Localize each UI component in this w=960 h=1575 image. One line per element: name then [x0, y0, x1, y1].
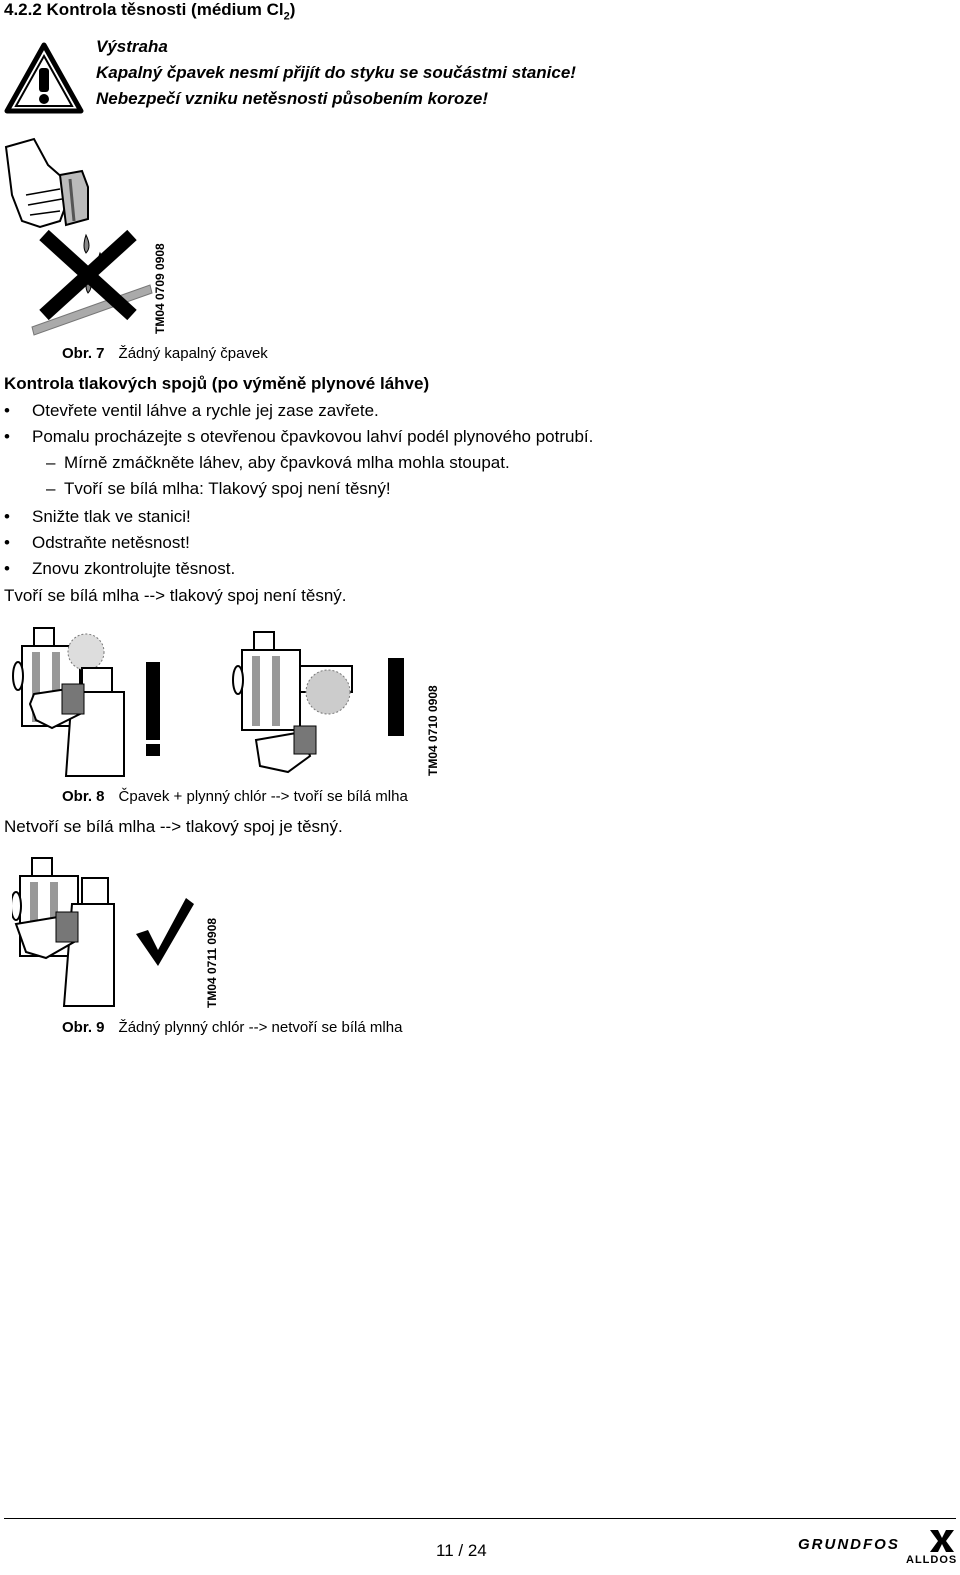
bullet-marker: •: [4, 559, 10, 578]
section-title: Kontrola tlakových spojů (po výměně plynové láhve): [4, 374, 430, 393]
page-number: 11 / 24: [436, 1541, 487, 1560]
figure-9-caption: Obr. 9 Žádný plynný chlór --> netvoří se bílá mlha: [62, 1019, 403, 1036]
bullet-item: [4, 533, 190, 553]
brand-logo: GRUNDFOS: [798, 1536, 900, 1553]
figure-7-illustration: [4, 135, 154, 340]
bullet-marker: •: [4, 507, 10, 526]
item-text: Tvoří se bílá mlha: Tlakový spoj není těsný!: [64, 479, 391, 498]
item-text: Snižte tlak ve stanici!: [32, 507, 191, 526]
figure-7-caption: Obr. 7 Žádný kapalný čpavek: [62, 345, 268, 362]
warning-triangle-icon: [4, 42, 84, 114]
figure-8-code: TM04 0710 0908: [426, 685, 440, 776]
sub-brand: ALLDOS: [906, 1554, 958, 1566]
dash-item: [46, 479, 391, 499]
summary-not-tight: Tvoří se bílá mlha --> tlakový spoj není těsný.: [4, 586, 347, 605]
bullet-item: [4, 507, 191, 527]
dash-item: [46, 453, 510, 473]
bullet-marker: •: [4, 401, 10, 420]
item-text: Znovu zkontrolujte těsnost.: [32, 559, 236, 578]
figure-7-code: TM04 0709 0908: [153, 243, 167, 334]
summary-tight: Netvoří se bílá mlha --> tlakový spoj je těsný.: [4, 817, 343, 836]
bullet-marker: •: [4, 533, 10, 552]
dash-marker: –: [46, 479, 56, 498]
bullet-item: [4, 401, 379, 421]
figure-8-illustration: [12, 622, 432, 782]
item-text: Mírně zmáčkněte láhev, aby čpavková mlha mohla stoupat.: [64, 453, 510, 472]
warning-title: Výstraha: [96, 37, 168, 56]
item-text: Odstraňte netěsnost!: [32, 533, 190, 552]
bullet-marker: •: [4, 427, 10, 446]
brand-x-icon: [928, 1528, 956, 1554]
warning-line-1: Kapalný čpavek nesmí přijít do styku se součástmi stanice!: [96, 63, 576, 82]
warning-line-2: Nebezpečí vzniku netěsnosti působením koroze!: [96, 89, 489, 108]
dash-marker: –: [46, 453, 56, 472]
figure-9-illustration: [12, 854, 212, 1010]
bullet-item: [4, 427, 593, 447]
bullet-item: [4, 559, 235, 579]
figure-8-caption: Obr. 8 Čpavek + plynný chlór --> tvoří se bílá mlha: [62, 788, 408, 805]
figure-9-code: TM04 0711 0908: [205, 917, 219, 1008]
item-text: Otevřete ventil láhve a rychle jej zase zavřete.: [32, 401, 379, 420]
section-heading: 4.2.2 Kontrola těsnosti (médium $Cl_2$): [4, 0, 296, 23]
footer-rule: [4, 1518, 956, 1519]
item-text: Pomalu procházejte s otevřenou čpavkovou lahví podél plynového potrubí.: [32, 427, 594, 446]
